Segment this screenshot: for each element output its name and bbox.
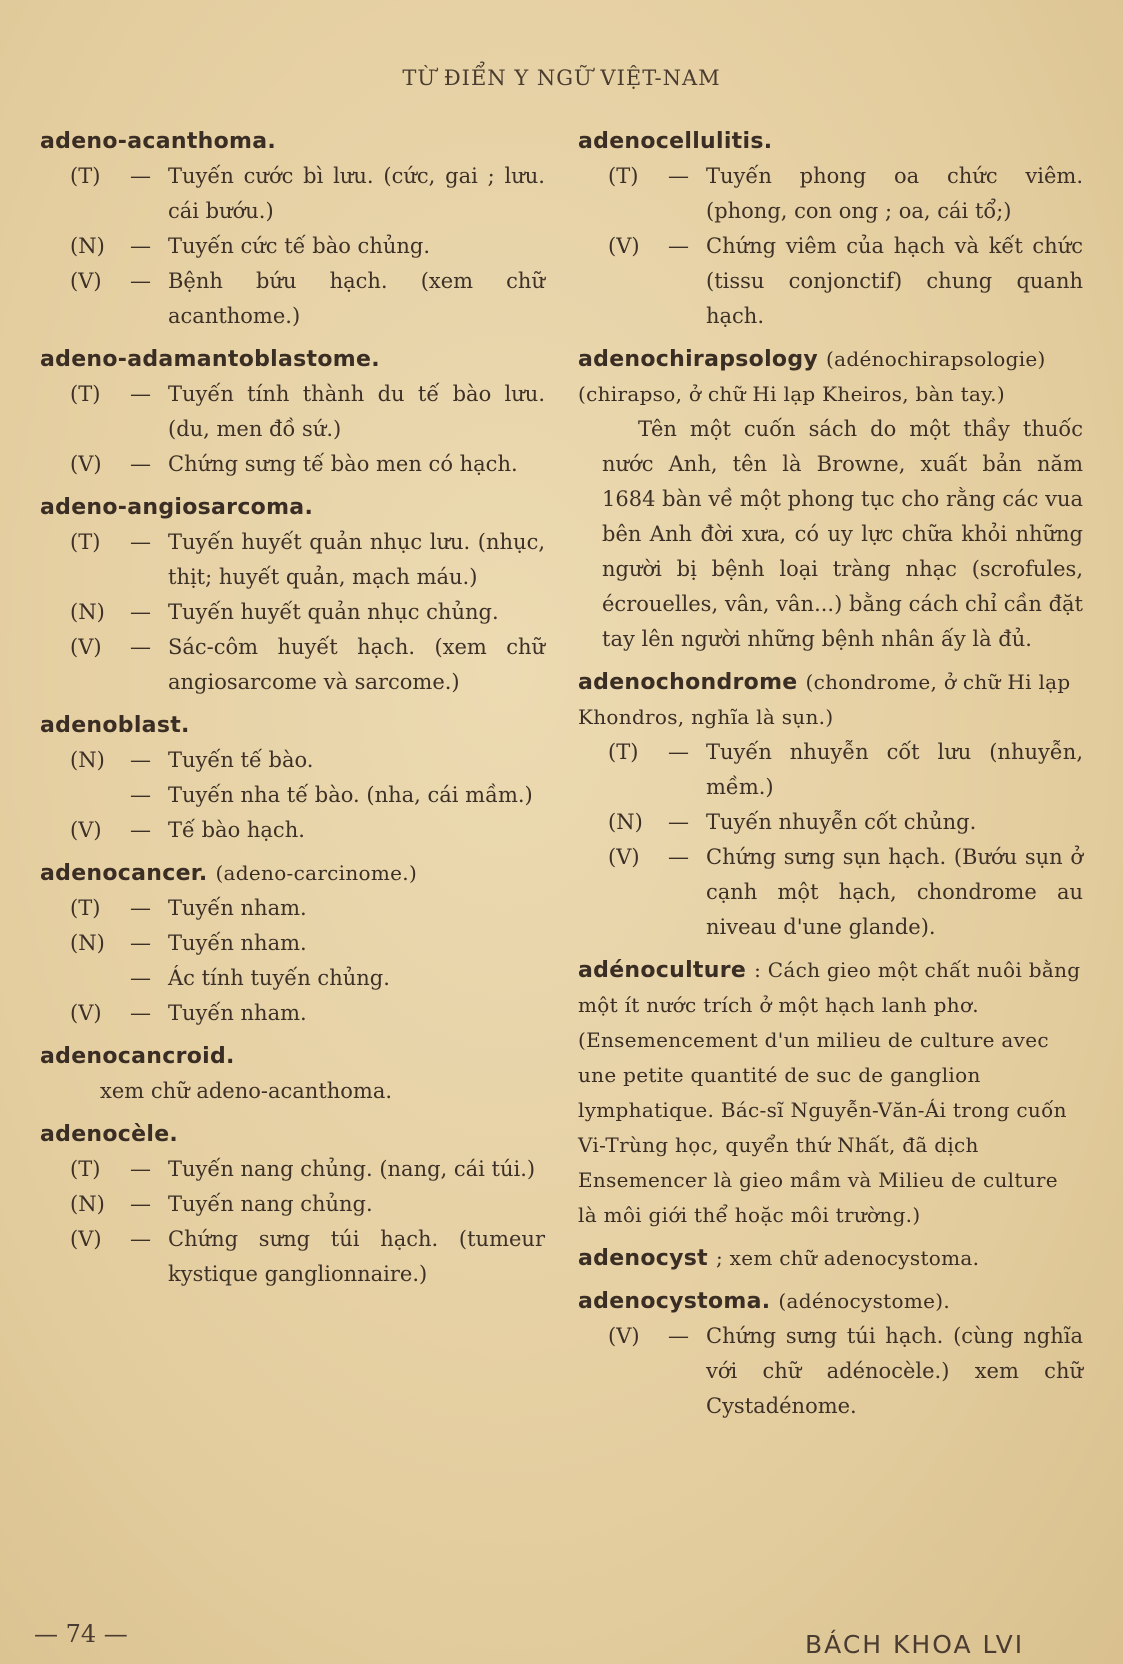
definition-code: (V): [70, 269, 102, 293]
headword-note: (adénocystome).: [778, 1289, 950, 1313]
definition-dash: —: [668, 740, 689, 764]
entry-headword: [578, 342, 1083, 412]
headword-text: adeno-adamantoblastome.: [40, 347, 380, 372]
definition-dash: —: [130, 269, 151, 293]
entry-headword: [578, 124, 1083, 159]
definition-code: (T): [70, 530, 101, 554]
definition-text: Chứng sưng túi hạch. (cùng nghĩa với chữ adénocèle.) xem chữ Cystadénome.: [706, 1324, 1083, 1418]
definition-text: Tuyến huyết quản nhục lưu. (nhục, thịt; huyết quản, mạch máu.): [168, 530, 545, 589]
headword-note: ; xem chữ adenocystoma.: [715, 1246, 980, 1270]
definition-line: [578, 840, 1083, 945]
entry-body: Tên một cuốn sách do một thầy thuốc nước Anh, tên là Browne, xuất bản năm 1684 bàn về một phong tục cho rằng các vua bên Anh đời xưa, có uy lực chữa khỏi những người bị bệnh loại tràng nhạc (scrofules, écrouelles, vân, vân...) bằng cách chỉ cần đặt tay lên người những bệnh nhân ấy là đủ.: [602, 417, 1083, 651]
definition-line: [578, 735, 1083, 805]
entry-headword: [578, 1241, 1083, 1276]
definition-line: [40, 743, 545, 778]
definition-line: [578, 159, 1083, 229]
definition-dash: —: [130, 896, 151, 920]
definition-dash: —: [130, 234, 151, 258]
definition-dash: —: [130, 600, 151, 624]
definition-line: [40, 264, 545, 334]
definition-text: Tuyến tế bào.: [168, 748, 314, 772]
definition-code: (V): [70, 1227, 102, 1251]
definition-dash: —: [130, 966, 151, 990]
headword-text: adenocyst: [578, 1246, 708, 1271]
definition-dash: —: [130, 1001, 151, 1025]
headword-note: (chondrome, ở chữ Hi lạp Khondros, nghĩa là sụn.): [578, 670, 1071, 729]
headword-note: : Cách gieo một chất nuôi bằng một ít nước trích ở một hạch lanh phơ. (Ensemencement d'un milieu de culture avec une petite quantité de suc de ganglion lymphatique. Bác-sĩ Nguyễn-Văn-Ái trong cuốn Vi-Trùng học, quyển thứ Nhất, đã dịch Ensemencer là gieo mầm và Milieu de culture là môi giới thể hoặc môi trường.): [578, 958, 1081, 1227]
definition-line: [40, 229, 545, 264]
entry-body: xem chữ adeno-acanthoma.: [100, 1079, 393, 1103]
dictionary-entry: [40, 124, 545, 334]
dictionary-entry: [40, 1039, 545, 1109]
dictionary-entry: [578, 124, 1083, 334]
definition-text: Chứng sưng sụn hạch. (Bướu sụn ở cạnh một hạch, chondrome au niveau d'une glande).: [706, 845, 1083, 939]
definition-text: Sác-côm huyết hạch. (xem chữ angiosarcome và sarcome.): [168, 635, 545, 694]
definition-code: (T): [70, 896, 101, 920]
definition-dash: —: [130, 931, 151, 955]
definition-code: (T): [608, 740, 639, 764]
definition-line: [578, 805, 1083, 840]
definition-dash: —: [130, 382, 151, 406]
dictionary-entry: [40, 856, 545, 1031]
definition-text: Tuyến nang chủng. (nang, cái túi.): [168, 1157, 536, 1181]
definition-line: [40, 813, 545, 848]
definition-line: [40, 1187, 545, 1222]
headword-text: adenocystoma.: [578, 1289, 771, 1314]
entry-headword: [40, 1117, 545, 1152]
definition-text: Tuyến tính thành du tế bào lưu. (du, men đồ sứ.): [168, 382, 545, 441]
dictionary-entry: [578, 953, 1083, 1233]
definition-code: (V): [70, 1001, 102, 1025]
definition-line: [40, 1222, 545, 1292]
definition-line: [40, 525, 545, 595]
definition-text: Tuyến cước bì lưu. (cức, gai ; lưu. cái bướu.): [168, 164, 545, 223]
definition-line: [40, 630, 545, 700]
definition-dash: —: [130, 635, 151, 659]
definition-line: [40, 1152, 545, 1187]
definition-text: Tuyến nha tế bào. (nha, cái mầm.): [168, 783, 533, 807]
definition-dash: —: [130, 1157, 151, 1181]
definition-line: [40, 926, 545, 961]
definition-dash: —: [668, 164, 689, 188]
definition-dash: —: [130, 748, 151, 772]
entry-headword: [40, 342, 545, 377]
journal-name: BÁCH KHOA LVI: [805, 1630, 1025, 1659]
headword-text: adeno-acanthoma.: [40, 129, 277, 154]
definition-code: (N): [70, 234, 105, 258]
headword-text: adénoculture: [578, 958, 747, 983]
definition-dash: —: [130, 783, 151, 807]
dictionary-entry: [578, 342, 1083, 657]
definition-code: (V): [70, 452, 102, 476]
definition-text: Chứng sưng tế bào men có hạch.: [168, 452, 518, 476]
definition-code: (T): [608, 164, 639, 188]
entry-headword: [40, 708, 545, 743]
definition-code: (T): [70, 164, 101, 188]
entry-headword: [578, 1284, 1083, 1319]
definition-code: (V): [608, 845, 640, 869]
definition-dash: —: [130, 164, 151, 188]
definition-code: [70, 961, 130, 996]
definition-code: (V): [70, 818, 102, 842]
definition-text: Ác tính tuyến chủng.: [168, 966, 390, 990]
definition-code: (N): [608, 810, 643, 834]
definition-line: [578, 229, 1083, 334]
dictionary-entry: [578, 665, 1083, 945]
definition-text: Tuyến nham.: [168, 931, 307, 955]
definition-line: [40, 377, 545, 447]
definition-dash: —: [668, 845, 689, 869]
headword-text: adenocancroid.: [40, 1044, 235, 1069]
definition-line: [40, 447, 545, 482]
page-header: TỪ ĐIỂN Y NGỮ VIỆT-NAM: [402, 66, 721, 90]
page-number: — 74 —: [34, 1620, 128, 1648]
definition-text: Chứng sưng túi hạch. (tumeur kystique ganglionnaire.): [168, 1227, 545, 1286]
definition-text: Tuyến nhuyễn cốt lưu (nhuyễn, mềm.): [706, 740, 1083, 799]
dictionary-entry: [578, 1241, 1083, 1276]
headword-text: adenochondrome: [578, 670, 798, 695]
definition-line: [40, 595, 545, 630]
definition-code: [70, 778, 130, 813]
definition-code: (N): [70, 748, 105, 772]
definition-code: (N): [70, 931, 105, 955]
definition-text: Tuyến cức tế bào chủng.: [168, 234, 431, 258]
definition-dash: —: [668, 810, 689, 834]
definition-text: Tuyến nham.: [168, 1001, 307, 1025]
definition-line: [40, 961, 545, 996]
definition-text: Chứng viêm của hạch và kết chức (tissu conjonctif) chung quanh hạch.: [706, 234, 1083, 328]
definition-line: [40, 891, 545, 926]
definition-code: (T): [70, 1157, 101, 1181]
dictionary-entry: [40, 1117, 545, 1292]
entry-headword: [40, 490, 545, 525]
definition-text: Tuyến phong oa chức viêm. (phong, con ong ; oa, cái tổ;): [706, 164, 1083, 223]
definition-text: Tuyến nhuyễn cốt chủng.: [706, 810, 977, 834]
definition-code: (V): [70, 635, 102, 659]
definition-dash: —: [130, 818, 151, 842]
definition-text: Tế bào hạch.: [168, 818, 305, 842]
entry-headword: [40, 1039, 545, 1074]
dictionary-entry: [40, 490, 545, 700]
definition-code: (V): [608, 1324, 640, 1348]
definition-code: (N): [70, 1192, 105, 1216]
definition-line: [40, 996, 545, 1031]
definition-dash: —: [668, 234, 689, 258]
dictionary-entry: [578, 1284, 1083, 1424]
headword-text: adenoblast.: [40, 713, 190, 738]
definition-line: [40, 159, 545, 229]
definition-line: [40, 778, 545, 813]
headword-text: adenocèle.: [40, 1122, 179, 1147]
headword-text: adenochirapsology: [578, 347, 819, 372]
definition-code: (N): [70, 600, 105, 624]
entry-headword: [40, 124, 545, 159]
definition-dash: —: [130, 452, 151, 476]
dictionary-entry: [40, 342, 545, 482]
entry-headword: [40, 856, 545, 891]
left-column: [40, 124, 545, 1300]
headword-text: adeno-angiosarcoma.: [40, 495, 314, 520]
entry-headword: [578, 665, 1083, 735]
definition-text: Tuyến nang chủng.: [168, 1192, 373, 1216]
right-column: [578, 124, 1083, 1432]
definition-dash: —: [130, 1192, 151, 1216]
definition-text: Bệnh bứu hạch. (xem chữ acanthome.): [168, 269, 545, 328]
definition-text: Tuyến huyết quản nhục chủng.: [168, 600, 499, 624]
definition-dash: —: [668, 1324, 689, 1348]
entry-headword: [578, 953, 1083, 1233]
definition-code: (V): [608, 234, 640, 258]
headword-note: (adeno-carcinome.): [215, 861, 418, 885]
definition-line: [578, 1319, 1083, 1424]
headword-text: adenocellulitis.: [578, 129, 773, 154]
headword-text: adenocancer.: [40, 861, 208, 886]
headword-note: (adénochirapsologie) (chirapso, ở chữ Hi lạp Kheiros, bàn tay.): [578, 347, 1046, 406]
definition-dash: —: [130, 530, 151, 554]
definition-code: (T): [70, 382, 101, 406]
definition-dash: —: [130, 1227, 151, 1251]
dictionary-entry: [40, 708, 545, 848]
definition-text: Tuyến nham.: [168, 896, 307, 920]
